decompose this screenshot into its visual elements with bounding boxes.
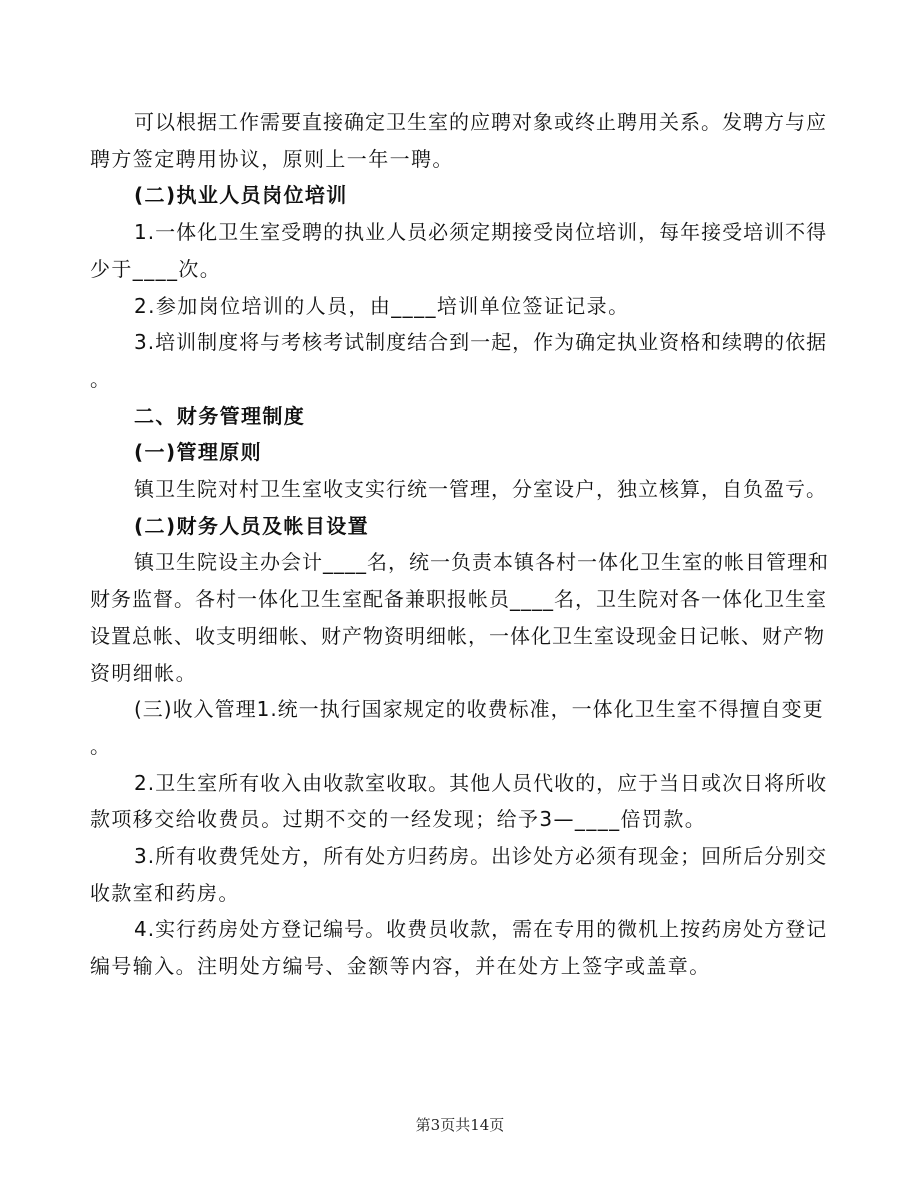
paragraph-line: 镇卫生院对村卫生室收支实行统一管理，分室设户，独立核算，自负盈亏。 (134, 477, 827, 502)
paragraph-line: 2.参加岗位培训的人员，由____培训单位签证记录。 (134, 293, 630, 318)
page-number: 第3页共14页 (415, 1116, 505, 1134)
paragraph-line: 财务监督。各村一体化卫生室配备兼职报帐员____名，卫生院对各一体化卫生室 (90, 587, 827, 612)
paragraph-line: 1.一体化卫生室受聘的执业人员必须定期接受岗位培训，每年接受培训不得 (134, 220, 828, 245)
section-heading: (一)管理原则 (134, 440, 263, 465)
paragraph-line: 聘方签定聘用协议，原则上一年一聘。 (90, 146, 454, 171)
section-heading: 二、财务管理制度 (134, 403, 306, 428)
document-body (90, 104, 830, 985)
section-heading: (二)财务人员及帐目设置 (134, 513, 370, 538)
paragraph-line: 3.培训制度将与考核考试制度结合到一起，作为确定执业资格和续聘的依据 (134, 330, 828, 355)
paragraph-line: 收款室和药房。 (90, 880, 240, 905)
paragraph-line: 资明细帐。 (90, 660, 197, 685)
section-heading: (二)执业人员岗位培训 (134, 183, 348, 208)
paragraph-line: 款项移交给收费员。过期不交的一经发现；给予3—____倍罚款。 (90, 807, 707, 832)
paragraph-line: 。 (90, 733, 112, 758)
paragraph-line: 3.所有收费凭处方，所有处方归药房。出诊处方必须有现金；回所后分别交 (134, 844, 828, 869)
paragraph-line: 编号输入。注明处方编号、金额等内容，并在处方上签字或盖章。 (90, 954, 711, 979)
paragraph-line: (三)收入管理1.统一执行国家规定的收费标准，一体化卫生室不得擅自变更 (134, 697, 824, 722)
paragraph-line: 4.实行药房处方登记编号。收费员收款，需在专用的微机上按药房处方登记 (134, 917, 828, 942)
paragraph-line: 。 (90, 366, 112, 391)
paragraph-line: 少于____次。 (90, 256, 222, 281)
paragraph-line: 镇卫生院设主办会计____名，统一负责本镇各村一体化卫生室的帐目管理和 (134, 550, 829, 575)
paragraph-line: 可以根据工作需要直接确定卫生室的应聘对象或终止聘用关系。发聘方与应 (134, 110, 827, 134)
paragraph-line: 2.卫生室所有收入由收款室收取。其他人员代收的，应于当日或次日将所收 (134, 770, 828, 795)
paragraph-line: 设置总帐、收支明细帐、财产物资明细帐，一体化卫生室设现金日记帐、财产物 (90, 623, 825, 648)
